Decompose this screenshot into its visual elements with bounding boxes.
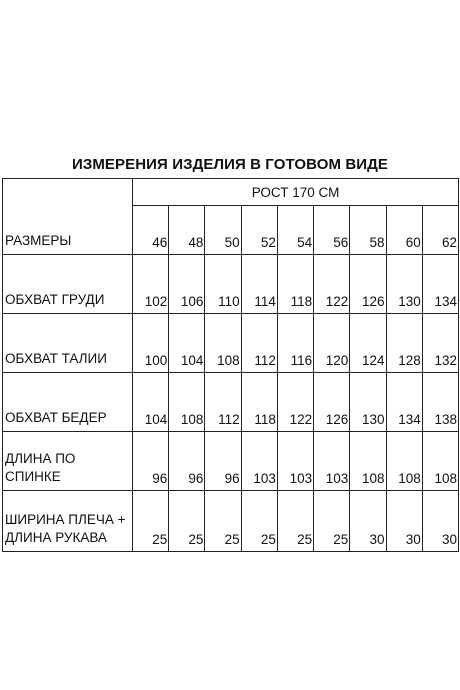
table-cell: 25 xyxy=(241,491,277,552)
table-row-shoulder-sleeve xyxy=(3,491,459,552)
table-row-header xyxy=(3,179,459,206)
table-cell: 25 xyxy=(169,491,205,552)
table-cell: 96 xyxy=(133,432,169,491)
row-label: ОБХВАТ БЕДЕР xyxy=(3,373,133,432)
table-cell: 108 xyxy=(350,432,386,491)
size-cell: 52 xyxy=(241,206,277,255)
table-cell: 126 xyxy=(350,255,386,314)
size-cell: 46 xyxy=(133,206,169,255)
row-label xyxy=(3,491,133,552)
table-cell: 114 xyxy=(241,255,277,314)
table-cell: 103 xyxy=(314,432,350,491)
table-cell: 30 xyxy=(350,491,386,552)
table-cell: 112 xyxy=(241,314,277,373)
row-label-line: ШИРИНА ПЛЕЧА + xyxy=(5,512,126,527)
table-row-waist xyxy=(3,314,459,373)
table-cell: 134 xyxy=(386,373,422,432)
table-cell: 122 xyxy=(277,373,313,432)
size-cell: 60 xyxy=(386,206,422,255)
table-cell: 108 xyxy=(386,432,422,491)
table-cell: 103 xyxy=(241,432,277,491)
row-label: ОБХВАТ ТАЛИИ xyxy=(3,314,133,373)
row-label xyxy=(3,432,133,491)
table-cell: 118 xyxy=(277,255,313,314)
table-cell: 126 xyxy=(314,373,350,432)
size-chart-table xyxy=(2,178,459,552)
table-cell: 124 xyxy=(350,314,386,373)
table-cell: 100 xyxy=(133,314,169,373)
size-cell: 58 xyxy=(350,206,386,255)
size-cell: 48 xyxy=(169,206,205,255)
table-cell: 112 xyxy=(205,373,241,432)
table-cell: 96 xyxy=(205,432,241,491)
table-cell: 104 xyxy=(169,314,205,373)
table-cell: 106 xyxy=(169,255,205,314)
table-cell: 132 xyxy=(422,314,458,373)
table-cell: 108 xyxy=(422,432,458,491)
page-title: ИЗМЕРЕНИЯ ИЗДЕЛИЯ В ГОТОВОМ ВИДЕ xyxy=(71,156,389,173)
table-cell: 134 xyxy=(422,255,458,314)
table-cell: 108 xyxy=(205,314,241,373)
table-cell: 104 xyxy=(133,373,169,432)
size-cell: 54 xyxy=(277,206,313,255)
table-cell: 128 xyxy=(386,314,422,373)
table-cell: 130 xyxy=(386,255,422,314)
size-cell: 50 xyxy=(205,206,241,255)
table-cell: 96 xyxy=(169,432,205,491)
size-cell: 56 xyxy=(314,206,350,255)
row-label-line: ДЛИНА РУКАВА xyxy=(5,530,107,545)
sizes-label: РАЗМЕРЫ xyxy=(5,233,72,248)
table-cell: 30 xyxy=(386,491,422,552)
table-row-back-length xyxy=(3,432,459,491)
table-cell: 122 xyxy=(314,255,350,314)
table-row-chest xyxy=(3,255,459,314)
table-cell: 25 xyxy=(314,491,350,552)
table-cell: 25 xyxy=(277,491,313,552)
sizes-label-cell xyxy=(3,179,133,255)
table-cell: 120 xyxy=(314,314,350,373)
table-cell: 118 xyxy=(241,373,277,432)
table-cell: 102 xyxy=(133,255,169,314)
table-cell: 110 xyxy=(205,255,241,314)
growth-header: РОСТ 170 СМ xyxy=(133,179,459,206)
row-label-line: ДЛИНА ПО xyxy=(5,451,76,466)
row-label-line: СПИНКЕ xyxy=(5,469,61,484)
table-cell: 138 xyxy=(422,373,458,432)
table-cell: 30 xyxy=(422,491,458,552)
table-cell: 130 xyxy=(350,373,386,432)
table-row-hips xyxy=(3,373,459,432)
table-cell: 25 xyxy=(205,491,241,552)
row-label: ОБХВАТ ГРУДИ xyxy=(3,255,133,314)
size-cell: 62 xyxy=(422,206,458,255)
table-cell: 103 xyxy=(277,432,313,491)
table-cell: 116 xyxy=(277,314,313,373)
table-cell: 108 xyxy=(169,373,205,432)
table-cell: 25 xyxy=(133,491,169,552)
